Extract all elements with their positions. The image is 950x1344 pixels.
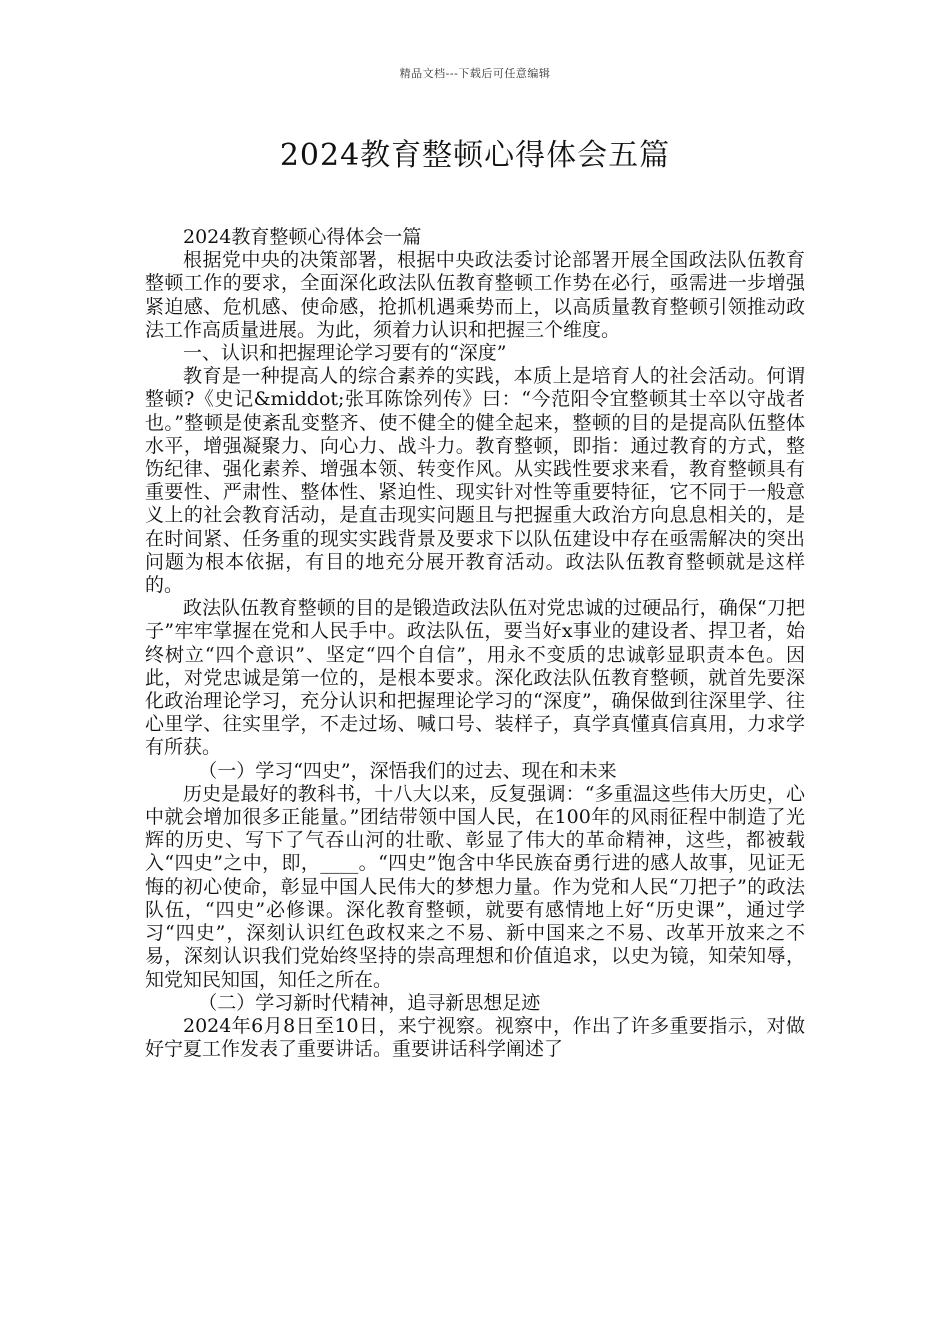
header-note: 精品文档---下载后可任意编辑 xyxy=(399,67,551,80)
document-title: 2024教育整顿心得体会五篇 xyxy=(279,138,671,173)
section-heading: 2024教育整顿心得体会一篇 xyxy=(183,226,422,248)
paragraph: 历史是最好的教科书，十八大以来，反复强调：“多重温这些伟大历史，心中就会增加很多正能量。”团结带领中国人民，在100年的风雨征程中制造了光辉的历史、写下了气吞山河的壮歌、彰显了伟大的革命精神，这些，都被载入“四史”之中，即，____。“四史”饱含中华民族奋勇行进的感人故事，见证无悔的初心使命，彰显中国人民伟大的梦想力量。作为党和人民“刀把子”的政法队伍，“四史”必修课。深化教育整顿，就要有感情地上好“历史课”，通过学习“四史”，深刻认识红色政权来之不易、新中国来之不易、改革开放来之不易，深刻认识我们党始终坚持的崇高理想和价值追求，以史为镜，知荣知辱，知党知民知国，知任之所在。 xyxy=(145,782,805,991)
paragraph: 政法队伍教育整顿的目的是锻造政法队伍对党忠诚的过硬品行，确保“刀把子”牢牢掌握在党和人民手中。政法队伍，要当好x事业的建设者、捍卫者，始终树立“四个意识”、坚定“四个自信”，用永不变质的忠诚彰显职责本色。因此，对党忠诚是第一位的，是根本要求。深化政法队伍教育整顿，就首先要深化政治理论学习，充分认识和把握理论学习的“深度”，确保做到往深里学、往心里学、往实里学，不走过场、喊口号、装样子，真学真懂真信真用，力求学有所获。 xyxy=(145,597,805,759)
paragraph: 2024年6月8日至10日，来宁视察。视察中，作出了许多重要指示，对做好宁夏工作发表了重要讲话。重要讲话科学阐述了 xyxy=(145,1014,805,1061)
paragraph: 教育是一种提高人的综合素养的实践，本质上是培育人的社会活动。何谓整顿?《史记&middot;张耳陈馀列传》曰：“今范阳令宜整顿其士卒以守战者也。”整顿是使紊乱变整齐、使不健全的健全起来，整顿的目的是提高队伍整体水平，增强凝聚力、向心力、战斗力。教育整顿，即指：通过教育的方式，整饬纪律、强化素养、增强本领、转变作风。从实践性要求来看，教育整顿具有重要性、严肃性、整体性、紧迫性、现实针对性等重要特征，它不同于一般意义上的社会教育活动，是直击现实问题且与把握重大政治方向息息相关的，是在时间紧、任务重的现实实践背景及要求下以队伍建设中存在亟需解决的突出问题为根本依据，有目的地充分展开教育活动。政法队伍教育整顿就是这样的。 xyxy=(145,365,805,597)
subsection-heading: （二）学习新时代精神，追寻新思想足迹 xyxy=(198,991,541,1014)
subsection-heading: 一、认识和把握理论学习要有的“深度” xyxy=(183,342,507,365)
document-body xyxy=(145,226,805,1061)
subsection-heading: （一）学习“四史”，深悟我们的过去、现在和未来 xyxy=(198,759,617,782)
paragraph: 根据党中央的决策部署，根据中央政法委讨论部署开展全国政法队伍教育整顿工作的要求，全面深化政法队伍教育整顿工作势在必行，亟需进一步增强紧迫感、危机感、使命感，抢抓机遇乘势而上，以高质量教育整顿引领推动政法工作高质量进展。为此，须着力认识和把握三个维度。 xyxy=(145,249,805,341)
